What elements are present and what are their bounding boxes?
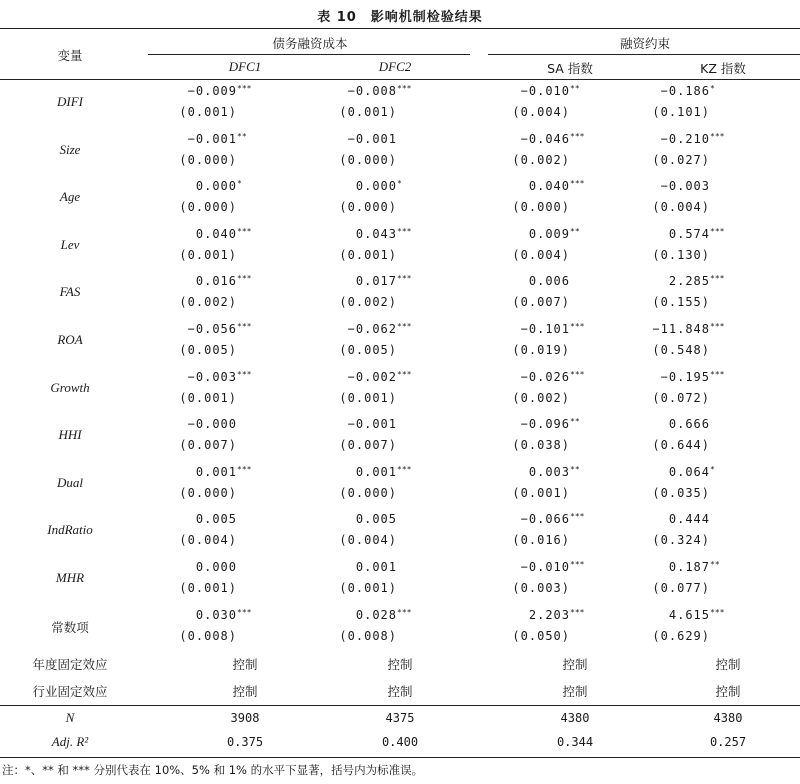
coefficient-cell (521, 417, 588, 431)
standard-error-cell: (0.004) (339, 533, 397, 548)
coefficient-value: 4.615 (668, 607, 710, 622)
coefficient-cell (529, 608, 588, 622)
significance-stars: *** (237, 322, 252, 331)
standard-error-cell: (0.001) (339, 390, 397, 405)
coefficient-value: 0.001 (355, 560, 397, 574)
group-underline-1 (148, 54, 470, 55)
coefficient-value: −0.195 (660, 369, 710, 384)
coefficient-cell (661, 84, 728, 98)
significance-stars: *** (570, 369, 585, 379)
stat-row-name: Adj. R² (51, 734, 89, 749)
control-row-name: 年度固定效应 (32, 657, 108, 672)
standard-error-cell: (0.019) (512, 343, 570, 357)
coefficient-cell (669, 417, 728, 431)
coefficient-cell (196, 512, 255, 526)
significance-stars: ** (237, 131, 247, 141)
significance-stars: ** (570, 226, 580, 236)
significance-stars: *** (397, 274, 412, 284)
row-variable-name: IndRatio (47, 522, 93, 538)
significance-stars: *** (570, 322, 585, 331)
significance-stars: *** (397, 322, 412, 331)
table-note: 注：*、** 和 *** 分别代表在 10%、5% 和 1% 的水平下显著，括号内为标准误。 (2, 763, 424, 777)
coefficient-value: 0.000 (195, 560, 237, 574)
col-header-dfc1: DFC1 (228, 59, 262, 74)
coefficient-cell (669, 227, 728, 241)
significance-stars: *** (237, 274, 252, 284)
standard-error-cell: (0.000) (179, 200, 237, 215)
significance-stars: ** (570, 84, 580, 93)
standard-error-cell: (0.050) (512, 628, 570, 643)
coefficient-value: 0.187 (668, 560, 710, 574)
row-variable-name: FAS (59, 284, 81, 300)
standard-error-cell: (0.002) (179, 295, 237, 310)
standard-error-cell: (0.008) (339, 628, 397, 643)
coefficient-value: −0.066 (520, 512, 570, 527)
coefficient-value: −0.010 (520, 84, 570, 98)
significance-stars: *** (570, 179, 585, 189)
stat-cell: 4380 (560, 711, 590, 725)
coefficient-cell (356, 227, 415, 241)
coefficient-value: 0.000 (195, 179, 237, 194)
coefficient-cell (188, 417, 255, 431)
coefficient-value: −0.001 (347, 131, 397, 146)
coefficient-value: −0.003 (660, 179, 710, 194)
top-rule (0, 28, 800, 29)
significance-stars: ** (570, 464, 580, 474)
significance-stars: *** (397, 369, 412, 379)
standard-error-cell: (0.035) (652, 485, 710, 500)
col-header-kz: KZ 指数 (700, 61, 746, 76)
standard-error-cell: (0.003) (512, 581, 570, 595)
coefficient-cell (661, 179, 728, 193)
coefficient-cell (348, 370, 415, 384)
control-cell: 控制 (562, 657, 588, 672)
col-header-sa: SA 指数 (547, 61, 593, 76)
coefficient-value: 0.666 (668, 417, 710, 432)
coefficient-value: 0.001 (355, 464, 397, 479)
coefficient-value: 0.001 (195, 464, 237, 479)
coefficient-value: −11.848 (652, 322, 710, 336)
coefficient-value: 0.017 (355, 274, 397, 289)
table-title: 表 10 影响机制检验结果 (317, 10, 483, 25)
row-variable-name: HHI (58, 427, 82, 443)
row-variable-name: Age (59, 189, 81, 205)
coefficient-cell (356, 512, 415, 526)
coefficient-cell (521, 370, 588, 384)
significance-stars: *** (710, 274, 725, 284)
coefficient-cell (196, 179, 255, 193)
standard-error-cell: (0.324) (652, 533, 710, 548)
stat-row-name: N (65, 710, 75, 725)
stat-cell: 0.344 (556, 735, 594, 749)
coefficient-value: 0.574 (668, 226, 710, 241)
coefficient-value: −0.062 (347, 322, 397, 336)
stat-cell: 4380 (713, 711, 743, 725)
significance-stars: * (710, 464, 715, 474)
significance-stars: * (710, 84, 715, 93)
control-cell: 控制 (562, 684, 588, 699)
significance-stars: *** (710, 607, 725, 617)
control-cell: 控制 (232, 657, 258, 672)
coefficient-value: −0.026 (520, 369, 570, 384)
coefficient-cell (356, 179, 415, 193)
coefficient-cell (529, 274, 588, 288)
coefficient-value: −0.010 (520, 560, 570, 574)
coefficient-cell (196, 227, 255, 241)
significance-stars: *** (710, 322, 725, 331)
standard-error-cell: (0.000) (512, 200, 570, 215)
coefficient-value: 0.040 (528, 179, 570, 194)
standard-error-cell: (0.000) (339, 485, 397, 500)
coefficient-cell (188, 132, 255, 146)
coefficient-value: −0.186 (660, 84, 710, 98)
control-row-name: 行业固定效应 (32, 684, 108, 699)
standard-error-cell: (0.000) (339, 200, 397, 215)
standard-error-cell: (0.001) (179, 247, 237, 262)
coefficient-cell (669, 560, 728, 574)
coefficient-value: 0.005 (195, 512, 237, 527)
coefficient-value: −0.210 (660, 131, 710, 146)
standard-error-cell: (0.005) (339, 343, 397, 357)
coefficient-value: 2.285 (668, 274, 710, 289)
standard-error-cell: (0.004) (179, 533, 237, 548)
standard-error-cell: (0.007) (179, 438, 237, 453)
coefficient-cell (669, 512, 728, 526)
coefficient-value: 0.000 (355, 179, 397, 194)
standard-error-cell: (0.016) (512, 533, 570, 548)
coefficient-value: 0.005 (355, 512, 397, 527)
coefficient-cell (529, 465, 588, 479)
standard-error-cell: (0.130) (652, 247, 710, 262)
coefficient-value: 0.003 (528, 464, 570, 479)
significance-stars: *** (397, 607, 412, 617)
standard-error-cell: (0.101) (652, 105, 710, 119)
coefficient-value: 0.444 (668, 512, 710, 527)
row-variable-name: Growth (50, 379, 90, 395)
col-header-dfc2: DFC2 (378, 59, 412, 74)
coefficient-cell (529, 227, 588, 241)
significance-stars: *** (710, 369, 725, 379)
row-variable-name: DIFI (57, 94, 83, 109)
row-variable-name: MHR (55, 570, 85, 585)
significance-stars: ** (570, 417, 580, 427)
coefficient-value: 0.064 (668, 464, 710, 479)
significance-stars: *** (237, 464, 252, 474)
standard-error-cell: (0.008) (179, 628, 237, 643)
significance-stars: *** (570, 131, 585, 141)
significance-stars: * (397, 179, 402, 189)
coefficient-cell (196, 608, 255, 622)
standard-error-cell: (0.155) (652, 295, 710, 310)
coefficient-cell (196, 274, 255, 288)
coefficient-cell (669, 608, 728, 622)
coefficient-cell (356, 608, 415, 622)
standard-error-cell: (0.001) (339, 581, 397, 595)
row-variable-name: 常数项 (51, 619, 89, 635)
coefficient-cell (188, 370, 255, 384)
coefficient-cell (356, 560, 415, 574)
coefficient-value: −0.001 (347, 417, 397, 432)
coefficient-value: 0.028 (355, 607, 397, 622)
standard-error-cell: (0.004) (512, 105, 570, 119)
significance-stars: *** (710, 131, 725, 141)
coefficient-value: −0.003 (187, 369, 237, 384)
coefficient-value: 0.043 (355, 226, 397, 241)
coefficient-value: 0.016 (195, 274, 237, 289)
stat-cell: 3908 (230, 711, 260, 725)
significance-stars: * (237, 179, 242, 189)
coefficient-cell (669, 465, 728, 479)
coefficient-value: 0.030 (195, 607, 237, 622)
control-cell: 控制 (387, 684, 413, 699)
coefficient-cell (348, 132, 415, 146)
standard-error-cell: (0.000) (179, 152, 237, 167)
control-cell: 控制 (715, 657, 741, 672)
coefficient-cell (348, 84, 415, 98)
standard-error-cell: (0.027) (652, 152, 710, 167)
stat-cell: 0.257 (709, 735, 747, 749)
stat-cell: 0.375 (226, 735, 264, 749)
row-variable-name: ROA (57, 332, 83, 347)
coefficient-cell (521, 322, 588, 336)
coefficient-value: −0.001 (187, 131, 237, 146)
stats-rule (0, 705, 800, 706)
control-cell: 控制 (715, 684, 741, 699)
group-header-debt-cost: 债务融资成本 (272, 36, 348, 51)
standard-error-cell: (0.001) (179, 581, 237, 595)
standard-error-cell: (0.004) (512, 247, 570, 262)
coefficient-cell (356, 465, 415, 479)
standard-error-cell: (0.000) (179, 485, 237, 500)
coefficient-value: −0.002 (347, 369, 397, 384)
standard-error-cell: (0.001) (179, 105, 237, 119)
coefficient-value: −0.000 (187, 417, 237, 432)
coefficient-cell (196, 465, 255, 479)
coefficient-cell (196, 560, 255, 574)
bottom-rule (0, 757, 800, 758)
significance-stars: ** (710, 560, 720, 569)
standard-error-cell: (0.007) (512, 295, 570, 310)
standard-error-cell: (0.002) (512, 390, 570, 405)
coefficient-value: 2.203 (528, 607, 570, 622)
coefficient-cell (661, 370, 728, 384)
standard-error-cell: (0.002) (339, 295, 397, 310)
standard-error-cell: (0.000) (339, 152, 397, 167)
group-header-financing-constraint: 融资约束 (619, 36, 670, 51)
standard-error-cell: (0.001) (339, 105, 397, 119)
standard-error-cell: (0.644) (652, 438, 710, 453)
control-cell: 控制 (232, 684, 258, 699)
significance-stars: *** (237, 369, 252, 379)
coefficient-cell (348, 417, 415, 431)
coefficient-value: −0.101 (520, 322, 570, 336)
standard-error-cell: (0.072) (652, 390, 710, 405)
coefficient-cell (521, 512, 588, 526)
coefficient-cell (521, 132, 588, 146)
coefficient-cell (188, 84, 255, 98)
coefficient-cell (521, 84, 588, 98)
coefficient-value: −0.046 (520, 131, 570, 146)
coefficient-cell (521, 560, 588, 574)
coefficient-value: −0.056 (187, 322, 237, 336)
stat-cell: 4375 (385, 711, 415, 725)
significance-stars: *** (710, 226, 725, 236)
coefficient-value: −0.008 (347, 84, 397, 98)
coefficient-cell (188, 322, 255, 336)
coefficient-value: 0.006 (528, 274, 570, 289)
coefficient-value: −0.096 (520, 417, 570, 432)
standard-error-cell: (0.007) (339, 438, 397, 453)
significance-stars: *** (570, 512, 585, 522)
row-variable-name: Lev (60, 236, 80, 252)
coefficient-value: 0.040 (195, 226, 237, 241)
coefficient-cell (348, 322, 415, 336)
standard-error-cell: (0.001) (512, 485, 570, 500)
row-variable-name: Dual (57, 474, 83, 490)
standard-error-cell: (0.001) (339, 247, 397, 262)
standard-error-cell: (0.002) (512, 152, 570, 167)
row-variable-name: Size (59, 141, 81, 157)
significance-stars: *** (570, 607, 585, 617)
coefficient-cell (529, 179, 588, 193)
standard-error-cell: (0.038) (512, 438, 570, 453)
coefficient-cell (652, 322, 728, 336)
significance-stars: *** (237, 607, 252, 617)
significance-stars: *** (397, 226, 412, 236)
significance-stars: *** (397, 84, 412, 93)
group-underline-2 (488, 54, 800, 55)
significance-stars: *** (397, 464, 412, 474)
standard-error-cell: (0.004) (652, 200, 710, 215)
significance-stars: *** (237, 84, 252, 93)
standard-error-cell: (0.001) (179, 390, 237, 405)
standard-error-cell: (0.548) (652, 343, 710, 357)
standard-error-cell: (0.077) (652, 581, 710, 595)
control-cell: 控制 (387, 657, 413, 672)
standard-error-cell: (0.629) (652, 628, 710, 643)
coefficient-cell (356, 274, 415, 288)
header-rule (0, 79, 800, 80)
standard-error-cell: (0.005) (179, 343, 237, 357)
coefficient-cell (669, 274, 728, 288)
significance-stars: *** (237, 226, 252, 236)
coefficient-cell (661, 132, 728, 146)
significance-stars: *** (570, 560, 585, 569)
coefficient-value: 0.009 (528, 226, 570, 241)
variable-header: 变量 (57, 48, 83, 63)
stat-cell: 0.400 (381, 735, 419, 749)
coefficient-value: −0.009 (187, 84, 237, 98)
